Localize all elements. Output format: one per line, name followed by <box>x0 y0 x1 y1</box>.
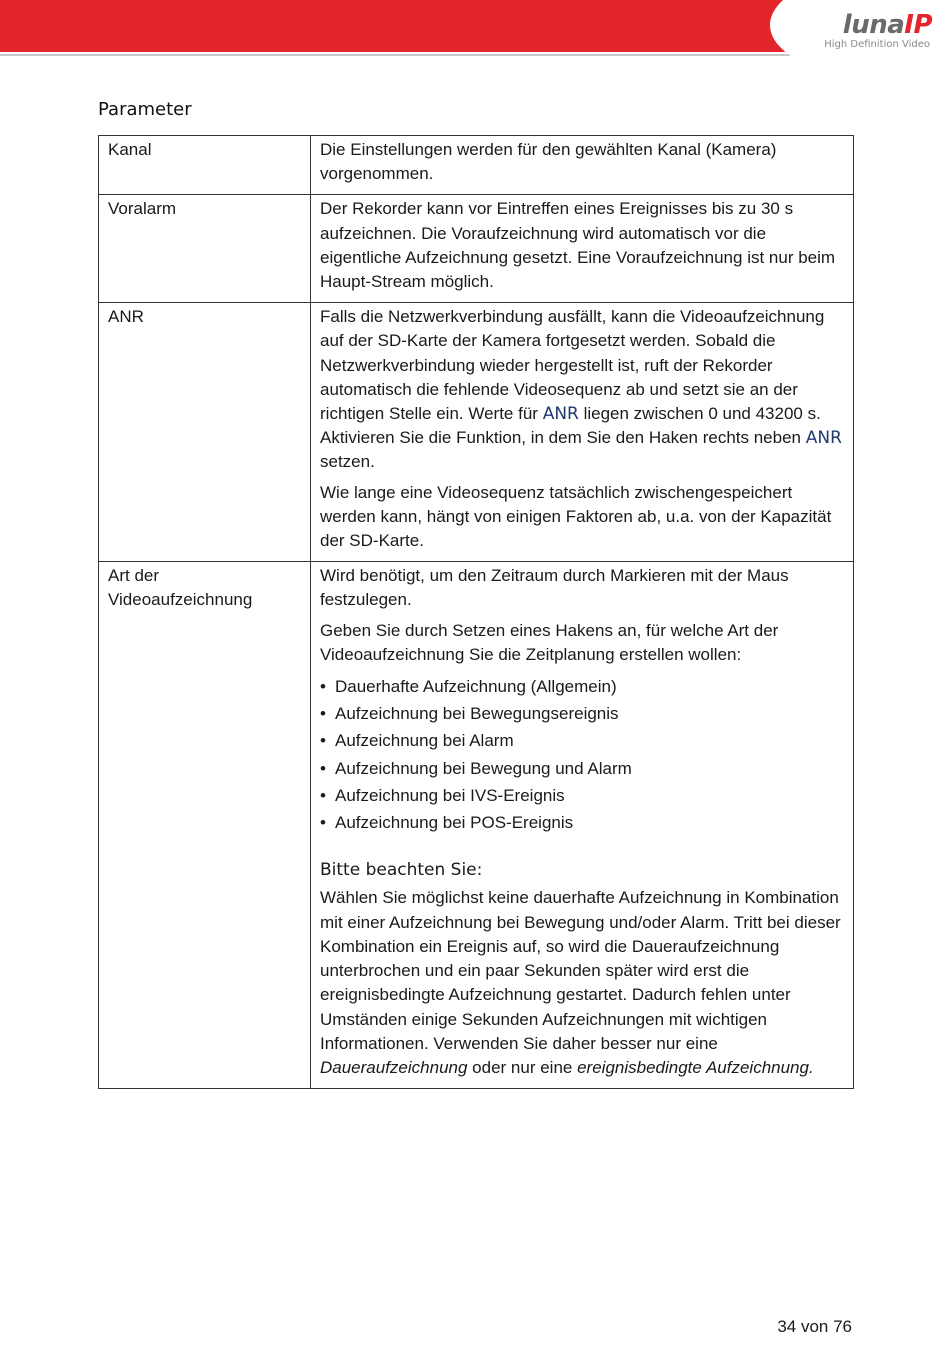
param-name: Voralarm <box>99 195 311 303</box>
table-row <box>99 303 854 562</box>
param-name: Art der Videoaufzeichnung <box>99 562 311 1089</box>
recording-type-list <box>320 673 847 836</box>
list-item: • Dauerhafte Aufzeichnung (Allgemein) <box>320 673 847 700</box>
param-name: ANR <box>99 303 311 562</box>
param-name: Kanal <box>99 136 311 195</box>
page-number: 34 von 76 <box>777 1317 852 1336</box>
lunaip-logo <box>800 10 940 54</box>
table-row <box>99 136 854 195</box>
anr-code: ANR <box>805 428 842 449</box>
logo-wordmark: lunaIP <box>842 10 932 40</box>
param-description <box>311 562 854 1089</box>
recording-paragraph-2: Geben Sie durch Setzen eines Hakens an, für welche Art der Videoaufzeichnung Sie die Zeitplanung erstellen wollen: <box>320 620 779 664</box>
table-row <box>99 562 854 1089</box>
list-item: • Aufzeichnung bei IVS-Ereignis <box>320 782 847 809</box>
param-description <box>311 303 854 562</box>
anr-paragraph-2: Wie lange eine Videosequenz tatsächlich zwischengespeichert werden kann, hängt von einigen Faktoren ab, u.a. von der Kapazität der SD-Karte. <box>320 482 832 551</box>
list-item: • Aufzeichnung bei Bewegungsereignis <box>320 700 847 727</box>
note-title: Bitte beachten Sie: <box>320 860 483 881</box>
list-item: • Aufzeichnung bei POS-Ereignis <box>320 809 847 836</box>
param-description: Der Rekorder kann vor Eintreffen eines Ereignisses bis zu 30 s aufzeichnen. Die Voraufzeichnung wird automatisch vor die eigentliche Aufzeichnung gesetzt. Eine Voraufzeichnung ist nur beim Haupt-Stream möglich. <box>311 195 854 303</box>
logo-subtitle: High Definition Video <box>824 39 930 50</box>
list-item: • Aufzeichnung bei Bewegung und Alarm <box>320 755 847 782</box>
recording-paragraph: Wird benötigt, um den Zeitraum durch Markieren mit der Maus festzulegen. <box>320 566 789 610</box>
anr-code: ANR <box>542 404 579 425</box>
list-item: • Aufzeichnung bei Alarm <box>320 727 847 754</box>
note-text: Wählen Sie möglichst keine dauerhafte Aufzeichnung in Kombination mit einer Aufzeichnung bei Bewegung und/oder Alarm. Tritt bei dieser Kombination ein Ereignis auf, so wird die Daueraufzeichnung unterbrochen und ein paar Sekunden später wird erst die ereignisbedingte Aufzeichnung gestartet. Dadurch fehlen unter Umständen einige Sekunden Aufzeichnungen mit wichtigen Informationen. Verwenden Sie daher besser nur eine Daueraufzeichnung oder nur eine ereignisbedingte Aufzeichnung. <box>320 888 841 1077</box>
parameter-table <box>98 135 854 1089</box>
section-title: Parameter <box>98 99 192 120</box>
anr-paragraph: Falls die Netzwerkverbindung ausfällt, kann die Videoaufzeichnung auf der SD-Karte der Kamera fortgesetzt werden. Sobald die Netzwerkverbindung wieder hergestellt ist, ruft der Rekorder automatisch die fehlende Videosequenz ab und setzt sie an der richtigen Stelle ein. Werte für ANR liegen zwischen 0 und 43200 s. Aktivieren Sie die Funktion, in dem Sie den Haken rechts neben ANR setzen. <box>320 307 842 472</box>
table-row <box>99 195 854 303</box>
param-description: Die Einstellungen werden für den gewählten Kanal (Kamera) vorgenommen. <box>311 136 854 195</box>
